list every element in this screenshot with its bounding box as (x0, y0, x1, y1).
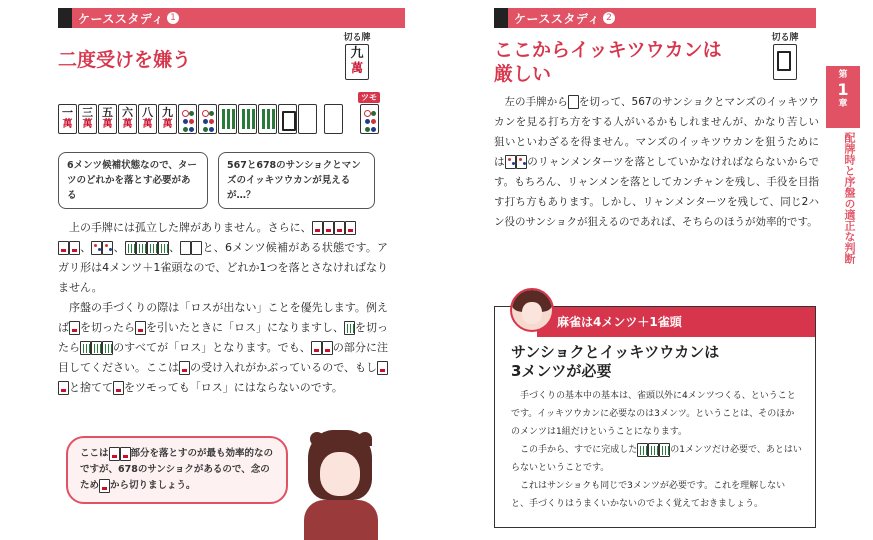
text-run: から切りましょう。 (110, 480, 196, 491)
mini-tile (58, 241, 69, 255)
mini-tile (69, 241, 80, 255)
title-line: ここからイッキツウカンは (494, 39, 722, 61)
mini-tile (344, 321, 355, 335)
mini-tile (323, 221, 334, 235)
text-run: の受け入れがかぶっているので、もし (190, 361, 378, 374)
tile-suit: 萬 (62, 119, 73, 130)
face (320, 452, 360, 496)
mini-tile (180, 241, 191, 255)
text-run: この手から、すでに完成した (520, 445, 638, 455)
tile-number: 九 (162, 106, 173, 119)
mini-tile (69, 321, 80, 335)
guide-avatar (510, 288, 554, 332)
mini-tile (91, 241, 102, 255)
chapter-suffix: 章 (838, 99, 848, 109)
man-tile (98, 104, 117, 134)
summary-subtitle (511, 343, 719, 381)
discard-label: 切る牌 (771, 33, 799, 43)
tsumo-tile (360, 104, 379, 134)
left-page (0, 0, 420, 540)
mini-tile (637, 443, 648, 457)
text-run: を切ったら (80, 321, 135, 334)
mini-tile (135, 321, 146, 335)
tsumo-tag: ツモ (358, 92, 380, 103)
mini-tile (136, 241, 147, 255)
text-run: 左の手牌から (504, 96, 568, 108)
bar-block (58, 8, 72, 28)
text-run: のリャンメンターツを落としていかなければならないからです。もちろん、リャンメンを落としてカンチャンを残し、手役を目指す打ち方もあります。しかし、リャンメンターツを残して、同じ2ハン役のサンショクが狙えるのであれば、そちらのほうが効率的です。 (494, 156, 819, 228)
page-title (494, 38, 722, 86)
mini-tile (113, 381, 124, 395)
discard-label: 切る牌 (343, 33, 371, 43)
mini-tile (191, 241, 202, 255)
text-run: 上の手牌には孤立した牌がありません。さらに、 (69, 221, 312, 234)
body-text (58, 218, 388, 398)
sou-tile (218, 104, 237, 134)
tile-number: 五 (102, 106, 113, 119)
mini-tile (322, 341, 333, 355)
mini-tile (109, 447, 120, 461)
text-run: 、 (113, 241, 125, 254)
summary-text (511, 387, 803, 513)
mini-tile (120, 447, 131, 461)
sou-tile (238, 104, 257, 134)
body-paragraph (494, 92, 819, 232)
case-study-label: ケーススタディ (78, 11, 164, 26)
mini-tile (58, 381, 69, 395)
face (522, 302, 542, 324)
summary-paragraph: 手づくりの基本中の基本は、雀頭以外に4メンツつくる、ということです。イッキツウカンに必要なのは3メンツ。ということは、そのほかのメンツは1組だけということになります。 (511, 391, 796, 437)
text-run: ここは (80, 448, 109, 459)
man-tile (58, 104, 77, 134)
summary-header: 麻雀は4メンツ＋1雀頭 (537, 307, 815, 337)
pin-tile (178, 104, 197, 134)
bar-block (494, 8, 508, 28)
tile-number: 一 (62, 106, 73, 119)
blank-tile (324, 104, 343, 134)
tile-number: 六 (122, 106, 133, 119)
text-run: の1メンツだけ必要で、あとはいらないということです。 (511, 445, 802, 473)
chapter-title: 配牌時と序盤の適正な判断 (843, 132, 856, 264)
mini-tile (648, 443, 659, 457)
text-run: を引いたときに「ロス」になりますし、 (146, 321, 344, 334)
mini-tile (102, 241, 113, 255)
mini-tile (516, 155, 527, 169)
tile-suit: 萬 (350, 61, 363, 75)
case-study-bar-2 (494, 8, 816, 28)
discard-tile (345, 44, 369, 80)
hand-tiles (58, 104, 343, 134)
text-run: と、6メンツ候補がある状態です。アガリ形は4メンツ＋1雀頭なので、どれか1つを落とさなければなりません。 (58, 241, 389, 294)
hatsu-tile (278, 104, 297, 134)
text-run: をツモっても「ロス」にはならないのです。 (124, 381, 343, 394)
text-run: のすべてが「ロス」となります。でも、 (113, 341, 311, 354)
text-run: と捨てて (69, 381, 113, 394)
sou-tile (258, 104, 277, 134)
man-tile (158, 104, 177, 134)
mini-tile (158, 241, 169, 255)
text-run: 、 (80, 241, 92, 254)
case-study-bar-1 (58, 8, 405, 28)
mini-tile (345, 221, 356, 235)
text-run: 部分を落とすのが最も効率的なのですが、678のサンショクがあるので、念のため (80, 448, 274, 491)
tile-suit: 萬 (142, 119, 153, 130)
body-paragraph-2 (58, 298, 388, 398)
body (304, 500, 378, 540)
tile-suit: 萬 (122, 119, 133, 130)
mini-tile (334, 221, 345, 235)
mini-tile (91, 341, 102, 355)
text-run: の部分に注目してください。ここは (58, 341, 389, 374)
text-run: 、 (168, 241, 181, 254)
text-run: を切って、567のサンショクとマンズのイッキツウカンを見る打ち方をする人がいるかもしれませんが、かなり苦しい狙いといわざるを得ません。マンズのイッキツウカンを狙うためには (494, 96, 820, 168)
mini-tile (505, 155, 516, 169)
tile-suit: 萬 (82, 119, 93, 130)
body-text (494, 92, 819, 232)
case-number-badge: 2 (603, 12, 615, 24)
summary-paragraph: これはサンショクも同じで3メンツが必要です。これを理解しないと、手づくりはうまくいかないのでよく覚えておきましょう。 (511, 481, 786, 509)
mini-tile (659, 443, 670, 457)
case-number-badge: 1 (167, 12, 179, 24)
mini-tile (125, 241, 136, 255)
blank-tile (298, 104, 317, 134)
tile-number: 八 (142, 106, 153, 119)
text-run: を切ったら (58, 321, 388, 354)
summary-paragraph (511, 441, 803, 477)
girl-speech-bubble (66, 436, 288, 504)
callout-bubble-1: 6メンツ候補状態なので、ターツのどれかを落とす必要がある (58, 152, 208, 209)
mini-tile (311, 341, 322, 355)
callout-bubble-2: 567と678のサンショクとマンズのイッキツウカンが見えるが…？ (218, 152, 375, 209)
case-study-label: ケーススタディ (514, 11, 600, 26)
man-tile (118, 104, 137, 134)
tile-suit: 萬 (102, 119, 113, 130)
mini-tile (99, 479, 110, 493)
guide-character-illustration (300, 430, 384, 540)
mini-tile (312, 221, 323, 235)
discard-tile (773, 44, 797, 80)
pin-tile (198, 104, 217, 134)
mini-tile (179, 361, 190, 375)
mini-tile (147, 241, 158, 255)
man-tile (138, 104, 157, 134)
mini-tile (568, 95, 579, 109)
title-line: 厳しい (494, 63, 552, 85)
mini-tile (377, 361, 388, 375)
text-run: 序盤の手づくりの際は「ロスが出ない」ことを優先します。例えば (58, 301, 388, 334)
tile-number: 九 (350, 46, 364, 61)
subtitle-line: サンショクとイッキツウカンは (511, 343, 720, 361)
chapter-prefix: 第 (838, 70, 848, 80)
summary-box (494, 306, 816, 528)
mini-tile (102, 341, 113, 355)
man-tile (78, 104, 97, 134)
mini-tile (80, 341, 91, 355)
chapter-tab (826, 66, 860, 128)
chapter-number: 1 (837, 80, 849, 99)
page-title: 二度受けを嫌う (58, 49, 192, 71)
body-paragraph-1 (58, 218, 388, 298)
tile-suit: 萬 (162, 119, 173, 130)
tile-number: 三 (82, 106, 93, 119)
subtitle-line: 3メンツが必要 (511, 362, 612, 380)
